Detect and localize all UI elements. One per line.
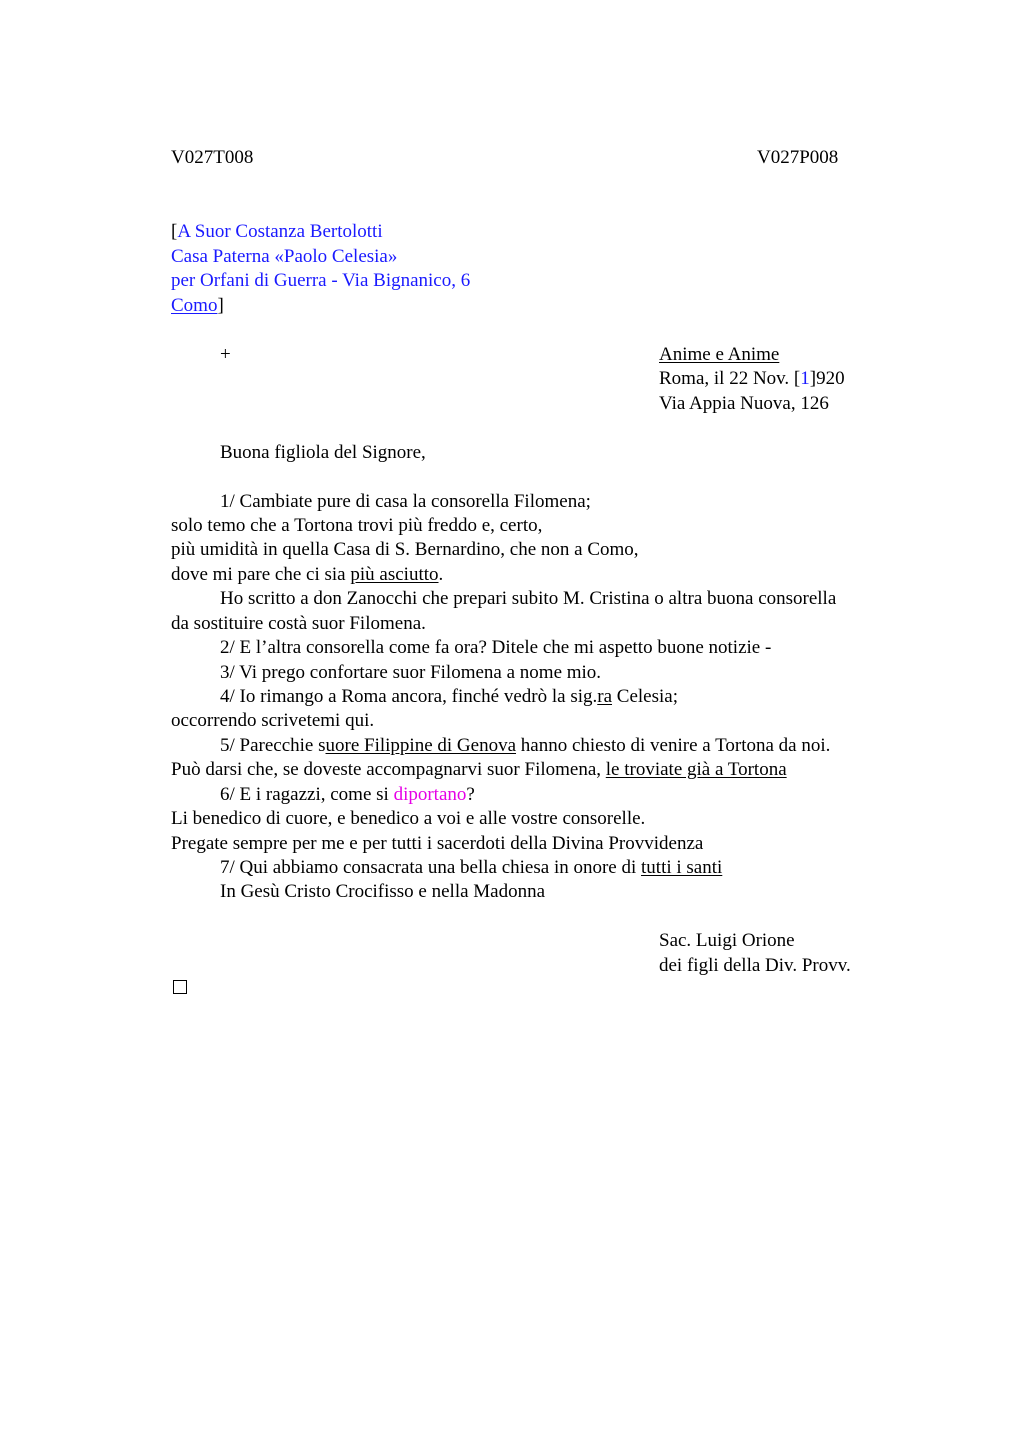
body-line: 1/ Cambiate pure di casa la consorella Filomena;: [220, 491, 591, 512]
body-line: [171, 563, 443, 587]
text-span: Può darsi che, se doveste accompagnarvi suor Filomena,: [171, 759, 606, 780]
body-line: 3/ Vi prego confortare suor Filomena a nome mio.: [220, 662, 602, 683]
text-span: 5/ Parecchie s: [220, 735, 326, 756]
body-line: 2/ E l’altra consorella come fa ora? Ditele che mi aspetto buone notizie -: [220, 637, 772, 658]
text-span: Celesia;: [612, 686, 678, 707]
underlined-text: più asciutto: [350, 564, 439, 585]
underlined-text: ra: [597, 686, 613, 707]
document-code-left: V027T008: [171, 147, 254, 168]
body-line: [220, 685, 678, 709]
date-suffix: ]920: [809, 368, 845, 389]
body-line: più umidità in quella Casa di S. Bernardino, che non a Como,: [171, 539, 639, 560]
salutation: Buona figliola del Signore,: [220, 442, 426, 463]
body-line: da sostituire costà suor Filomena.: [171, 613, 426, 634]
date-prefix: Roma, il 22 Nov. [: [659, 368, 801, 389]
document-code-right: V027P008: [757, 147, 839, 168]
bracket-open: [: [171, 221, 178, 242]
address-line-4: [171, 294, 224, 318]
body-line: occorrendo scrivetemi qui.: [171, 710, 375, 731]
body-line: [220, 856, 722, 880]
body-line: In Gesù Cristo Crocifisso e nella Madonna: [220, 881, 546, 902]
text-span: ?: [466, 784, 475, 805]
date-line: [659, 367, 845, 391]
text-span: .: [438, 564, 444, 585]
text-span: 7/ Qui abbiamo consacrata una bella chiesa in onore di: [220, 857, 642, 878]
body-line: Pregate sempre per me e per tutti i sacerdoti della Divina Provvidenza: [171, 833, 704, 854]
address-line-3: per Orfani di Guerra - Via Bignanico, 6: [171, 270, 471, 291]
underlined-text: uore Filippine di Genova: [325, 735, 517, 756]
text-span: hanno chiesto di venire a Tortona da noi.: [516, 735, 831, 756]
body-line: solo temo che a Tortona trovi più freddo e, certo,: [171, 515, 543, 536]
address-line-1: [171, 220, 383, 244]
recipient-name: A Suor Costanza Bertolotti: [177, 221, 383, 242]
text-span: dove mi pare che ci sia: [171, 564, 351, 585]
underlined-text: le troviate già a Tortona: [605, 759, 787, 780]
text-span: 6/ E i ragazzi, come si: [220, 784, 394, 805]
address-line-2: Casa Paterna «Paolo Celesia»: [171, 246, 398, 267]
signature-name: Sac. Luigi Orione: [659, 930, 795, 951]
street-address: Via Appia Nuova, 126: [659, 393, 829, 414]
highlighted-word: diportano: [393, 784, 467, 805]
bracket-close: ]: [217, 295, 224, 316]
cross-symbol: +: [220, 344, 231, 365]
body-line: Li benedico di cuore, e benedico a voi e alle vostre consorelle.: [171, 808, 646, 829]
underlined-text: tutti i santi: [641, 857, 723, 878]
body-line: [220, 734, 830, 758]
date-restored-digit: 1: [800, 368, 810, 389]
address-city: Como: [171, 295, 218, 316]
motto: Anime e Anime: [659, 344, 780, 365]
signature-title: dei figli della Div. Provv.: [659, 955, 851, 976]
end-square-icon: [173, 980, 187, 994]
body-line: [220, 783, 475, 807]
body-line: [171, 758, 787, 782]
text-span: 4/ Io rimango a Roma ancora, finché vedrò la sig.: [220, 686, 598, 707]
body-line: Ho scritto a don Zanocchi che prepari subito M. Cristina o altra buona consorella: [220, 588, 837, 609]
